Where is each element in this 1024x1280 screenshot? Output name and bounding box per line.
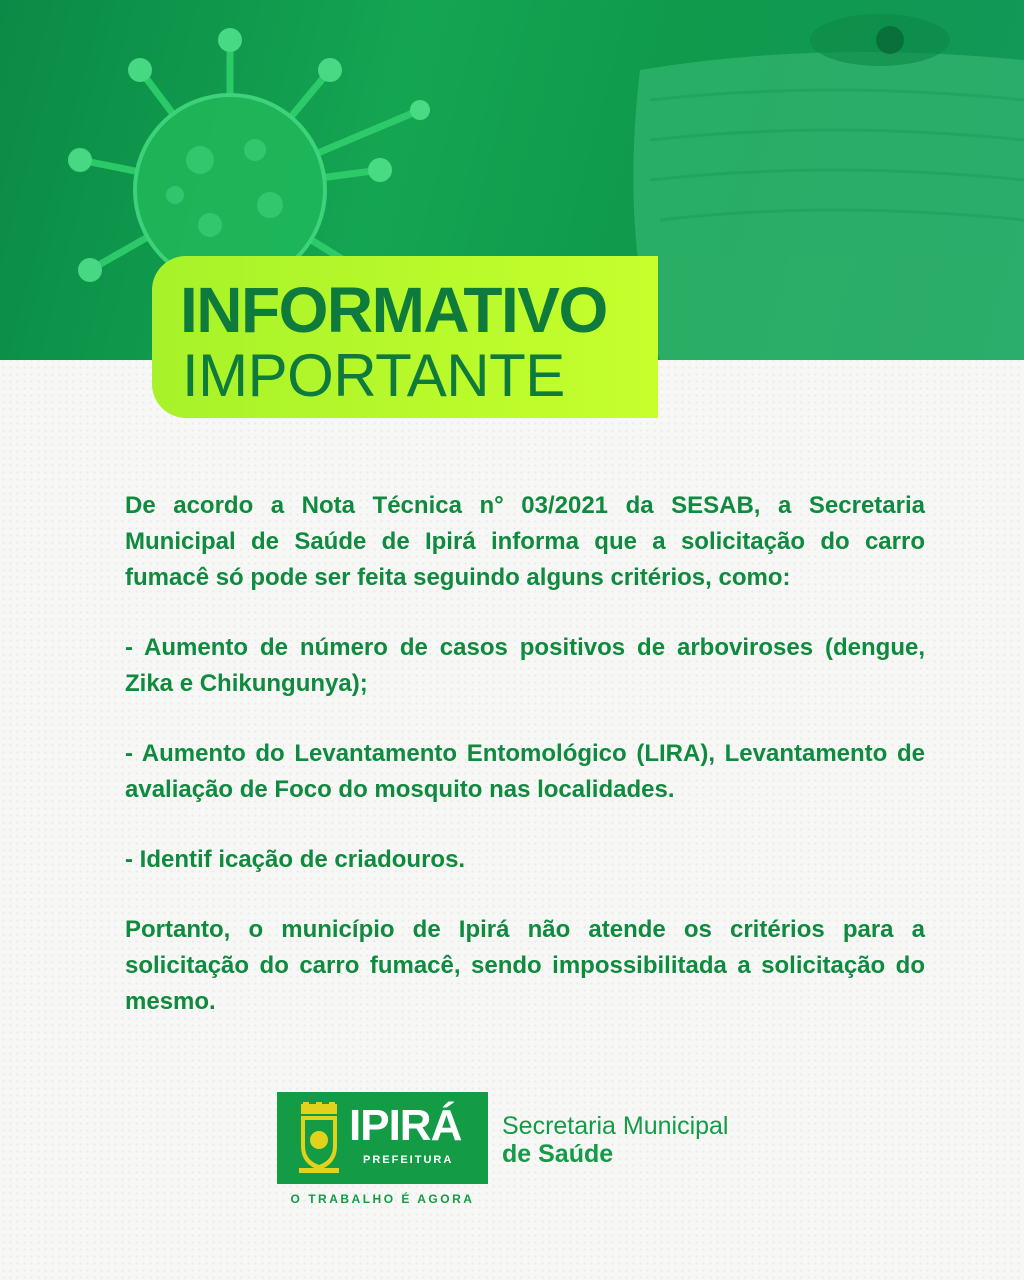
criterion-item: - Aumento do Levantamento Entomológico (LIRA), Levantamento de avaliação de Foco do mosquito nas localidades.: [125, 740, 925, 803]
title-strong: INFORMATIVO: [180, 274, 607, 346]
title-banner: [152, 256, 658, 418]
municipal-crest-icon: [297, 1102, 341, 1174]
conclusion-paragraph: Portanto, o município de Ipirá não atende os critérios para a solicitação do carro fumacê, sendo impossibilitada a solicitação do mesmo.: [125, 916, 925, 1015]
criterion-item: - Aumento de número de casos positivos de arboviroses (dengue, Zika e Chikungunya);: [125, 634, 925, 697]
intro-paragraph: De acordo a Nota Técnica n° 03/2021 da SESAB, a Secretaria Municipal de Saúde de Ipirá informa que a solicitação do carro fumacê só pode ser feita seguindo alguns critérios, como:: [125, 492, 925, 591]
logo-subtitle: PREFEITURA: [363, 1154, 454, 1166]
municipality-logo: [277, 1092, 488, 1184]
face-mask-illustration: [633, 14, 1024, 360]
slogan: O TRABALHO É AGORA: [290, 1192, 475, 1206]
notice-body: [125, 488, 925, 1020]
logo-name: IPIRÁ: [349, 1101, 462, 1150]
department-name-line1: Secretaria Municipal: [502, 1112, 729, 1140]
title-light: IMPORTANTE: [182, 342, 565, 409]
department-name-line2: de Saúde: [502, 1140, 614, 1168]
criterion-item: - Identif icação de criadouros.: [125, 846, 466, 873]
